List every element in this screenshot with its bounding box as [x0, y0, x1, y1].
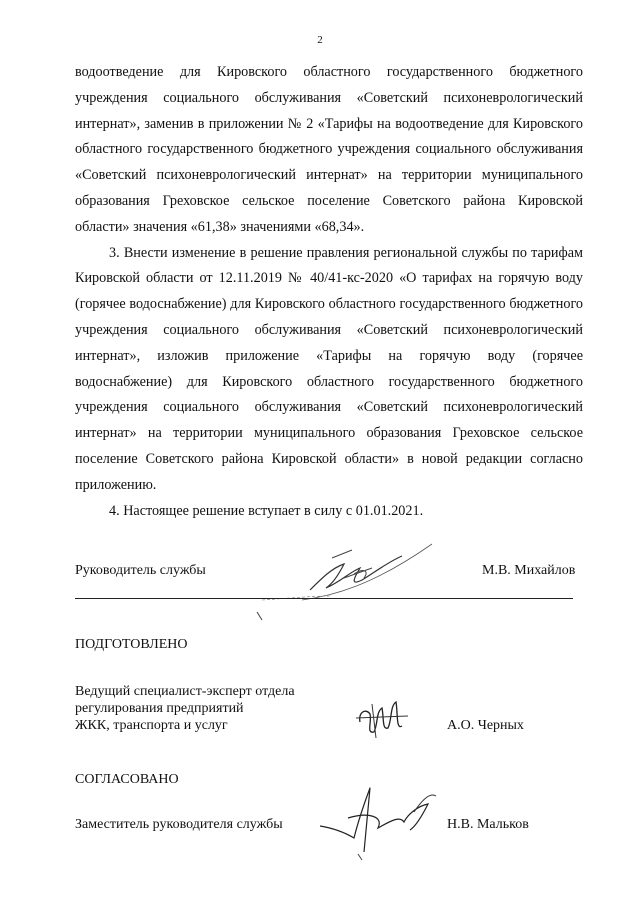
agreed-name: Н.В. Мальков: [447, 817, 529, 832]
decision-body: [75, 60, 583, 524]
prepared-position-line: Ведущий специалист-эксперт отдела: [75, 684, 295, 699]
paragraph-continuation: водоотведение для Кировского областного государственного бюджетного учреждения социального обслуживания «Советский психоневрологический интернат», заменив в приложении № 2 «Тарифы на водоотведение для Кировского областного государственного бюджетного учреждения социального обслуживания «Советский психоневрологический интернат» на территории муниципального образования Греховское сельское поселение Советского района Кировской области» значения «61,38» значениями «68,34».: [75, 64, 583, 235]
head-name: М.В. Михайлов: [482, 563, 576, 578]
prepared-name: А.О. Черных: [447, 718, 524, 733]
prepared-heading: ПОДГОТОВЛЕНО: [75, 637, 188, 652]
head-title: Руководитель службы: [75, 563, 206, 578]
paragraph-item-4: 4. Настоящее решение вступает в силу с 01.01.2021.: [109, 502, 424, 519]
prepared-position-line: регулирования предприятий: [75, 701, 244, 716]
signature-divider: [75, 598, 573, 599]
agreed-position: Заместитель руководителя службы: [75, 817, 283, 832]
agreed-heading: СОГЛАСОВАНО: [75, 772, 179, 787]
prepared-position-line: ЖКК, транспорта и услуг: [75, 718, 228, 733]
prepared-position: [75, 683, 295, 734]
head-signature-icon: [292, 538, 442, 618]
paragraph-item-3: 3. Внести изменение в решение правления региональной службы по тарифам Кировской области от 12.11.2019 № 40/41-кс-2020 «О тарифах на горячую воду (горячее водоснабжение) для Кировского областного государственного бюджетного учреждения социального обслуживания «Советский психоневрологический интернат», изложив приложение «Тарифы на горячую воду (горячее водоснабжение) для Кировского областного государственного бюджетного учреждения социального обслуживания «Советский психоневрологический интернат» на территории муниципального образования Греховское сельское поселение Советского района Кировской области» в новой редакции согласно приложению.: [75, 244, 583, 493]
prepared-signature-icon: [352, 694, 412, 744]
agreed-signature-icon: [318, 782, 448, 872]
page-number: 2: [317, 34, 323, 46]
